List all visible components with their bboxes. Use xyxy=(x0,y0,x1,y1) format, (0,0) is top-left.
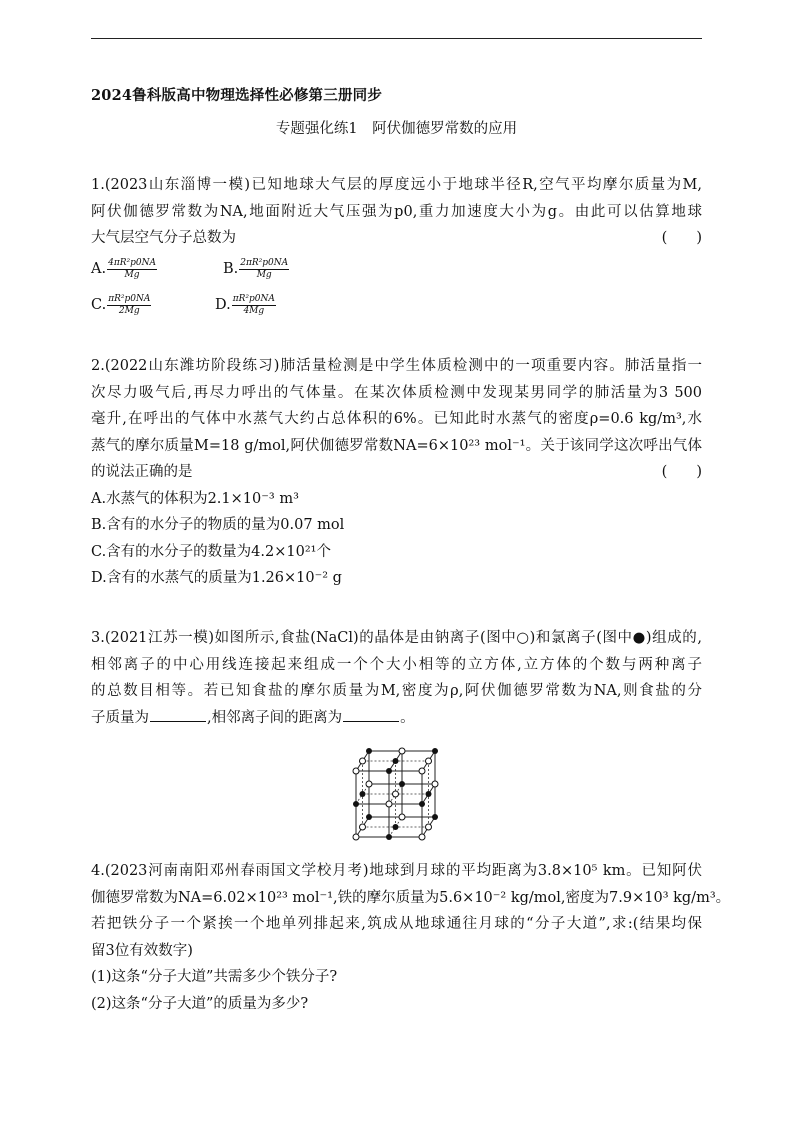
q1-options-row-2 xyxy=(91,288,702,324)
q1-line-2: 阿伏伽德罗常数为NA,地面附近大气压强为p0,重力加速度大小为g。由此可以估算地球 xyxy=(91,203,702,220)
q2-option-a[interactable]: A.水蒸气的体积为2.1×10⁻³ m³ xyxy=(91,490,299,507)
q1-line-3-text: 大气层空气分子总数为 xyxy=(91,230,236,246)
q2-line-4: 蒸气的摩尔质量M=18 g/mol,阿伏伽德罗常数NA=6×10²³ mol⁻¹。关于该同学这次呼出气体 xyxy=(91,437,702,454)
q1-option-b-denominator: Mg xyxy=(256,269,272,280)
q1-option-a-label: A. xyxy=(91,261,107,278)
q2-line-2: 次尽力吸气后,再尽力呼出的气体量。在某次体质检测中发现某男同学的肺活量为3 500 xyxy=(91,384,702,401)
q3-line-1: 3.(2021江苏一模)如图所示,食盐(NaCl)的晶体是由钠离子(图中○)和氯离子(图中●)组成的, xyxy=(91,630,702,646)
q1-option-d-label: D. xyxy=(215,297,231,314)
question-4 xyxy=(91,858,731,1017)
q4-line-4: 留3位有效数字) xyxy=(91,942,193,959)
q1-option-a-fraction xyxy=(107,258,157,281)
q1-option-b-numerator: 2πR²p0NA xyxy=(240,257,289,268)
q3-line-4 xyxy=(91,705,702,732)
q1-option-b-fraction xyxy=(239,258,289,281)
lattice-inner-dashed-lines xyxy=(356,761,429,837)
q1-line-3 xyxy=(91,225,702,252)
q2-line-5 xyxy=(91,459,702,486)
q1-option-a-numerator: 4πR²p0NA xyxy=(108,257,156,268)
q1-options-row-1 xyxy=(91,252,702,288)
q4-line-1: 4.(2023河南南阳邓州春雨国文学校月考)地球到月球的平均距离为3.8×10⁵ km。已知阿伏 xyxy=(91,863,702,879)
document-title: 2024鲁科版高中物理选择性必修第三册同步 xyxy=(91,87,383,104)
question-3 xyxy=(91,625,702,731)
q3-blank-molecule-mass[interactable] xyxy=(150,707,206,722)
q2-option-d[interactable]: D.含有的水蒸气的质量为1.26×10⁻² g xyxy=(91,570,342,586)
header-rule xyxy=(91,38,702,39)
q1-option-c[interactable] xyxy=(91,292,215,319)
question-2 xyxy=(91,353,702,592)
q4-sub-question-2: (2)这条“分子大道”的质量为多少? xyxy=(91,995,309,1012)
q1-option-c-fraction xyxy=(107,294,151,317)
q1-option-c-numerator: πR²p0NA xyxy=(108,293,151,304)
q2-line-5-text: 的说法正确的是 xyxy=(91,464,193,480)
question-1 xyxy=(91,172,702,324)
q1-answer-paren: ( ) xyxy=(661,230,702,246)
q3-line-4-part-b: ,相邻离子间的距离为 xyxy=(207,709,343,726)
nacl-crystal-lattice-figure xyxy=(344,745,450,845)
q1-line-1: 1.(2023山东淄博一模)已知地球大气层的厚度远小于地球半径R,空气平均摩尔质量为M, xyxy=(91,177,702,193)
q1-option-b[interactable] xyxy=(223,256,289,283)
q1-option-d-denominator: 4Mg xyxy=(243,305,265,316)
q2-answer-paren: ( ) xyxy=(661,464,702,480)
q1-option-d-numerator: πR²p0NA xyxy=(232,293,275,304)
q2-option-b[interactable]: B.含有的水分子的物质的量为0.07 mol xyxy=(91,517,345,533)
q1-option-c-denominator: 2Mg xyxy=(118,305,140,316)
q4-sub-question-1: (1)这条“分子大道”共需多少个铁分子? xyxy=(91,969,338,985)
q3-line-2: 相邻离子的中心用线连接起来组成一个个大小相等的立方体,立方体的个数与两种离子 xyxy=(91,656,702,673)
q1-option-b-label: B. xyxy=(223,261,239,278)
q4-line-3: 若把铁分子一个紧挨一个地单列排起来,筑成从地球通往月球的“分子大道”,求:(结果均保 xyxy=(91,916,702,932)
q1-option-a[interactable] xyxy=(91,256,223,283)
q1-option-c-label: C. xyxy=(91,297,107,314)
q3-line-4-part-c: 。 xyxy=(400,709,415,726)
q3-line-4-part-a: 子质量为 xyxy=(91,709,149,726)
q2-line-1: 2.(2022山东潍坊阶段练习)肺活量检测是中学生体质检测中的一项重要内容。肺活量指一 xyxy=(91,358,702,374)
q1-option-d-fraction xyxy=(232,294,276,317)
q4-line-2: 伽德罗常数为NA=6.02×10²³ mol⁻¹,铁的摩尔质量为5.6×10⁻² kg/mol,密度为7.9×10³ kg/m³。 xyxy=(91,889,731,906)
q1-option-a-denominator: Mg xyxy=(124,269,140,280)
q3-line-3: 的总数目相等。若已知食盐的摩尔质量为M,密度为ρ,阿伏伽德罗常数为NA,则食盐的分 xyxy=(91,683,702,699)
q2-option-c[interactable]: C.含有的水分子的数量为4.2×10²¹个 xyxy=(91,543,331,560)
q3-blank-ion-distance[interactable] xyxy=(343,707,399,722)
q1-option-d[interactable] xyxy=(215,292,276,319)
q2-line-3: 毫升,在呼出的气体中水蒸气大约占总体积的6%。已知此时水蒸气的密度ρ=0.6 kg/m³,水 xyxy=(91,411,702,427)
section-subtitle: 专题强化练1 阿伏伽德罗常数的应用 xyxy=(275,121,518,137)
